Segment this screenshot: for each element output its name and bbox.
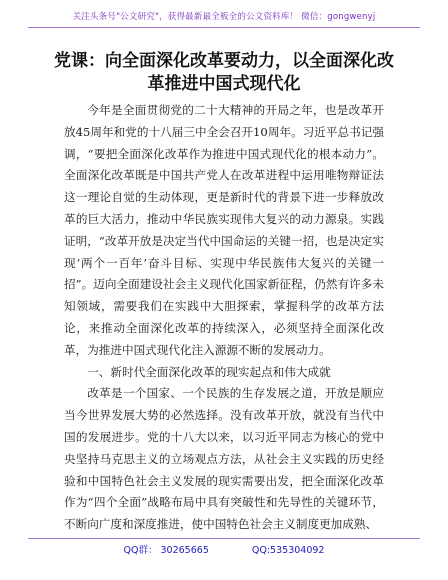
document-body	[64, 100, 384, 536]
header-banner: 关注头条号"公文研究"，获得最新最全板全的公文资料库！ 微信：gongwenyj	[72, 12, 376, 22]
footer-divider	[28, 538, 420, 539]
footer	[0, 542, 448, 556]
intro-paragraph: 今年是全面贯彻党的二十大精神的开局之年，也是改革开放45周年和党的十八届三中全会召开10周年。习近平总书记强调，“要把全面深化改革作为推进中国式现代化的根本动力”。全面深化改革既是中国共产党人在改革进程中运用唯物辩证法这一理论自觉的生动体现，更是新时代的背景下进一步释放改革的巨大活力，推动中华民族实现伟大复兴的动力源泉。实践证明，“改革开放是决定当代中国命运的关键一招，也是决定实现‘两个一百年’奋斗目标、实现中华民族伟大复兴的关键一招”。迈向全面建设社会主义现代化国家新征程，仍然有许多未知领域，需要我们在实践中大胆探索，掌握科学的改革方法论，来推动全面深化改革的持续深入，必须坚持全面深化改革，为推进中国式现代化注入源源不断的发展动力。	[64, 103, 384, 357]
section-heading: 一、新时代全面深化改革的现实起点和伟大成就	[87, 364, 331, 379]
section-paragraph: 改革是一个国家、一个民族的生存发展之道，开放是顺应当今世界发展大势的必然选择。没有改革开放，就没有当代中国的发展进步。党的十八大以来，以习近平同志为核心的党中央坚持马克思主义的立场观点方法，从社会主义实践的历史经验和中国特色社会主义发展的现实需要出发，把全面深化改革作为“四个全面”战略布局中具有突破性和先导性的关键环节，不断向广度和深度推进，使中国特色社会主义制度更加成熟、	[64, 386, 384, 532]
footer-qq-group: QQ群： 30265665	[123, 545, 209, 556]
footer-qq: QQ:535304092	[251, 545, 325, 556]
header-divider	[28, 27, 420, 28]
title-line-1: 党课：向全面深化改革要动力，以全面深化改	[54, 51, 394, 71]
title-line-2: 革推进中国式现代化	[147, 74, 301, 94]
document-title	[40, 50, 408, 96]
